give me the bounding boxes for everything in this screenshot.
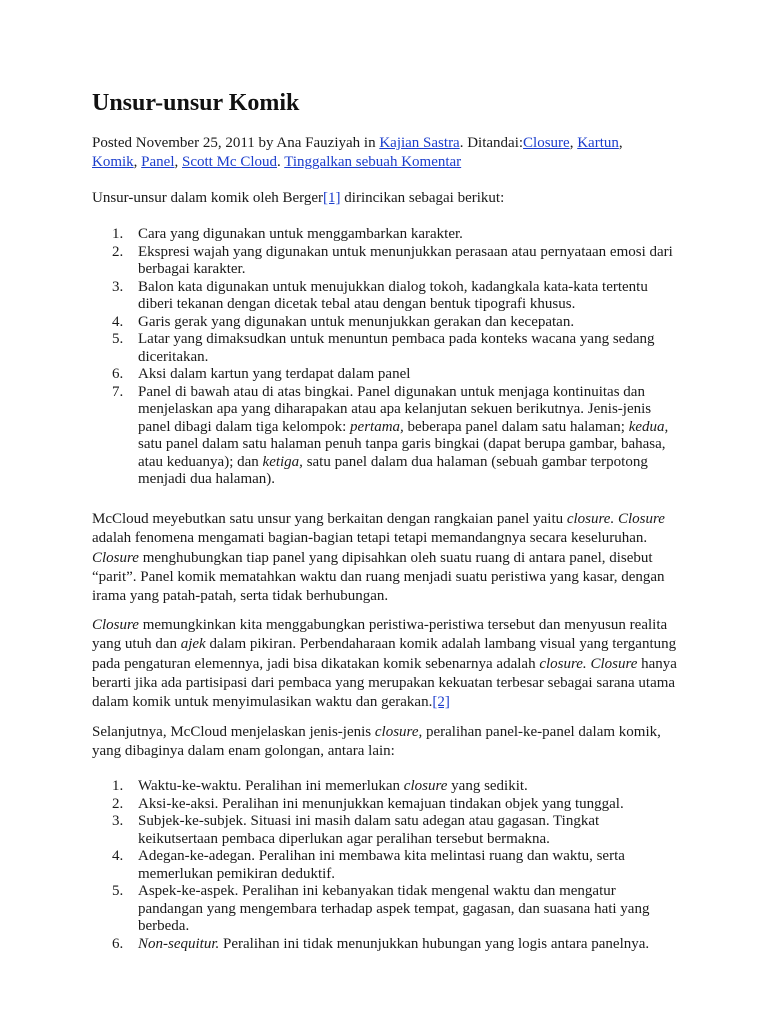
- list-item-text: Adegan-ke-adegan. Peralihan ini membawa kita melintasi ruang dan waktu, serta memerlukan pemikiran deduktif.: [138, 848, 625, 882]
- list-item-text: Panel di bawah atau di atas bingkai. Panel digunakan untuk menjaga kontinuitas dan menjelaskan apa yang diharapakan atau apa kelanjutan sekuen berikutnya. Jenis-jenis panel dibagi dalam tiga kelompok:: [138, 383, 652, 435]
- list-item: [92, 813, 682, 848]
- list-item: [92, 883, 682, 936]
- closure-paragraph-2: [92, 616, 682, 712]
- post-meta: Posted November 25, 2011 by Ana Fauziyah in Kajian Sastra. Ditandai:Closure, Kartun, Komik, Panel, Scott Mc Cloud. Tinggalkan sebuah Komentar: [92, 135, 623, 170]
- emphasis: closure.: [566, 511, 615, 527]
- footnote-link-1[interactable]: [1]: [323, 190, 341, 206]
- paragraph-text: hanya berarti jika ada partisipasi dari pembaca yang merupakan kekuatan terbesar sebagai sarana utama dalam komik untuk menyimulasikan waktu dan gerakan.: [92, 655, 677, 711]
- list-item-text: Subjek-ke-subjek. Situasi ini masih dalam satu adegan atau gagasan. Tingkat keikutsertaan pembaca diperlukan agar peralihan tersebut bermakna.: [138, 813, 600, 847]
- list-item: [92, 778, 682, 796]
- paragraph-text: peralihan panel-ke-panel dalam komik, yang dibaginya dalam enam golongan, antara lain:: [92, 724, 661, 760]
- list-item-text: Aksi-ke-aksi. Peralihan ini menunjukkan kemajuan tindakan objek yang tunggal.: [138, 795, 624, 812]
- list-number: 6.: [112, 935, 124, 952]
- emphasis: Closure: [590, 655, 638, 672]
- list-item-text: yang sedikit.: [447, 778, 528, 794]
- list-item-text: Peralihan ini tidak menunjukkan hubungan yang logis antara panelnya.: [219, 935, 650, 952]
- list-number: 1.: [112, 226, 124, 242]
- list-item-text: Latar yang dimaksudkan untuk menuntun pembaca pada konteks wacana yang sedang diceritakan.: [138, 331, 655, 365]
- intro-text: Unsur-unsur dalam komik oleh Berger: [92, 190, 324, 206]
- list-number: 2.: [112, 243, 124, 260]
- page-title: Unsur-unsur Komik: [92, 90, 300, 116]
- list-item-text: beberapa panel dalam satu halaman;: [403, 418, 629, 435]
- emphasis: closure,: [374, 724, 423, 740]
- emphasis: Non-sequitur.: [138, 935, 220, 952]
- emphasis: ketiga,: [262, 453, 303, 470]
- list-item-text: Aspek-ke-aspek. Peralihan ini kebanyakan tidak mengenal waktu dan mengatur pandangan yang mengembara terhadap aspek tempat, gagasan, dan suasana hati yang berbeda.: [138, 883, 650, 934]
- transitions-list: [92, 778, 682, 953]
- emphasis: closure: [403, 778, 448, 794]
- tag-link-komik[interactable]: Komik: [92, 154, 134, 170]
- intro-text-end: dirincikan sebagai berikut:: [340, 190, 505, 206]
- list-item: [92, 384, 682, 489]
- list-number: 3.: [112, 278, 124, 295]
- emphasis: Closure: [92, 549, 139, 566]
- list-number: 7.: [112, 383, 124, 400]
- list-item: [92, 796, 682, 814]
- list-number: 5.: [112, 883, 124, 899]
- transitions-intro: [92, 723, 682, 762]
- paragraph-text: dalam pikiran. Perbendaharaan komik adalah lambang visual yang tergantung pada pengaturan elemennya, jadi bisa dikatakan komik sebenarnya adalah: [92, 636, 677, 672]
- tag-link-kartun[interactable]: Kartun: [577, 135, 619, 151]
- emphasis: kedua,: [628, 418, 669, 435]
- list-item: [92, 314, 682, 332]
- category-link[interactable]: Kajian Sastra: [379, 135, 460, 151]
- tag-link-closure[interactable]: Closure: [523, 135, 570, 151]
- paragraph-text: adalah fenomena mengamati bagian-bagian tetapi tetapi memandangnya secara keseluruhan.: [92, 530, 648, 547]
- elements-list: [92, 226, 682, 489]
- list-number: 3.: [112, 813, 124, 829]
- list-item: [92, 244, 682, 279]
- list-number: 4.: [112, 313, 124, 330]
- paragraph-text: Selanjutnya, McCloud menjelaskan jenis-jenis: [92, 724, 375, 740]
- list-item-text: Ekspresi wajah yang digunakan untuk menunjukkan perasaan atau pernyataan emosi dari berbagai karakter.: [138, 243, 673, 277]
- list-number: 1.: [112, 778, 124, 794]
- list-number: 5.: [112, 331, 124, 347]
- list-number: 4.: [112, 848, 124, 864]
- footnote-link-2[interactable]: [2]: [432, 694, 450, 711]
- list-item: [92, 279, 682, 314]
- list-item-text: Waktu-ke-waktu. Peralihan ini memerlukan: [138, 778, 404, 794]
- paragraph-text: menghubungkan tiap panel yang dipisahkan oleh suatu ruang di antara panel, disebut “parit”. Panel komik mematahkan waktu dan ruang menjadi suatu peristiwa yang kasar, dengan irama yang patah-patah, serta tidak berhubungan.: [92, 549, 665, 605]
- list-number: 2.: [112, 795, 124, 812]
- list-item: [92, 331, 682, 366]
- list-item: [92, 366, 682, 384]
- emphasis: closure.: [539, 655, 587, 672]
- emphasis: Closure: [617, 511, 665, 527]
- emphasis: pertama,: [350, 418, 404, 435]
- list-item-text: satu panel dalam satu halaman penuh tanpa garis bingkai (dapat berupa gambar, bahasa, atau keduanya); dan: [138, 436, 666, 470]
- list-item-text: satu panel dalam dua halaman (sebuah gambar terpotong menjadi dua halaman).: [138, 453, 648, 487]
- list-item-text: Garis gerak yang digunakan untuk menunjukkan gerakan dan kecepatan.: [138, 313, 575, 330]
- paragraph-text: McCloud meyebutkan satu unsur yang berkaitan dengan rangkaian panel yaitu: [92, 511, 567, 527]
- list-item-text: Cara yang digunakan untuk menggambarkan karakter.: [138, 226, 463, 242]
- list-number: 6.: [112, 366, 124, 382]
- list-item-text: Aksi dalam kartun yang terdapat dalam panel: [138, 366, 411, 382]
- tag-link-panel[interactable]: Panel: [141, 154, 175, 170]
- tag-link-scott-mc-cloud[interactable]: Scott Mc Cloud: [182, 154, 278, 170]
- leave-comment-link[interactable]: Tinggalkan sebuah Komentar: [284, 154, 462, 170]
- closure-paragraph: [92, 510, 682, 606]
- list-item-text: Balon kata digunakan untuk menujukkan dialog tokoh, kadangkala kata-kata tertentu diberi tekanan dengan dicetak tebal atau dengan bentuk tipografi khusus.: [138, 278, 648, 312]
- emphasis: ajek: [180, 636, 206, 653]
- posted-text: Posted November 25, 2011 by Ana Fauziyah in: [92, 135, 380, 151]
- paragraph-text: memungkinkan kita menggabungkan peristiwa-peristiwa tersebut dan menyusun realita yang utuh dan: [92, 617, 668, 653]
- list-item: [92, 936, 682, 954]
- intro-paragraph: [92, 189, 682, 208]
- tagged-prefix: . Ditandai:: [459, 135, 524, 151]
- list-item: [92, 848, 682, 883]
- emphasis: Closure: [92, 617, 139, 633]
- list-item: [92, 226, 682, 244]
